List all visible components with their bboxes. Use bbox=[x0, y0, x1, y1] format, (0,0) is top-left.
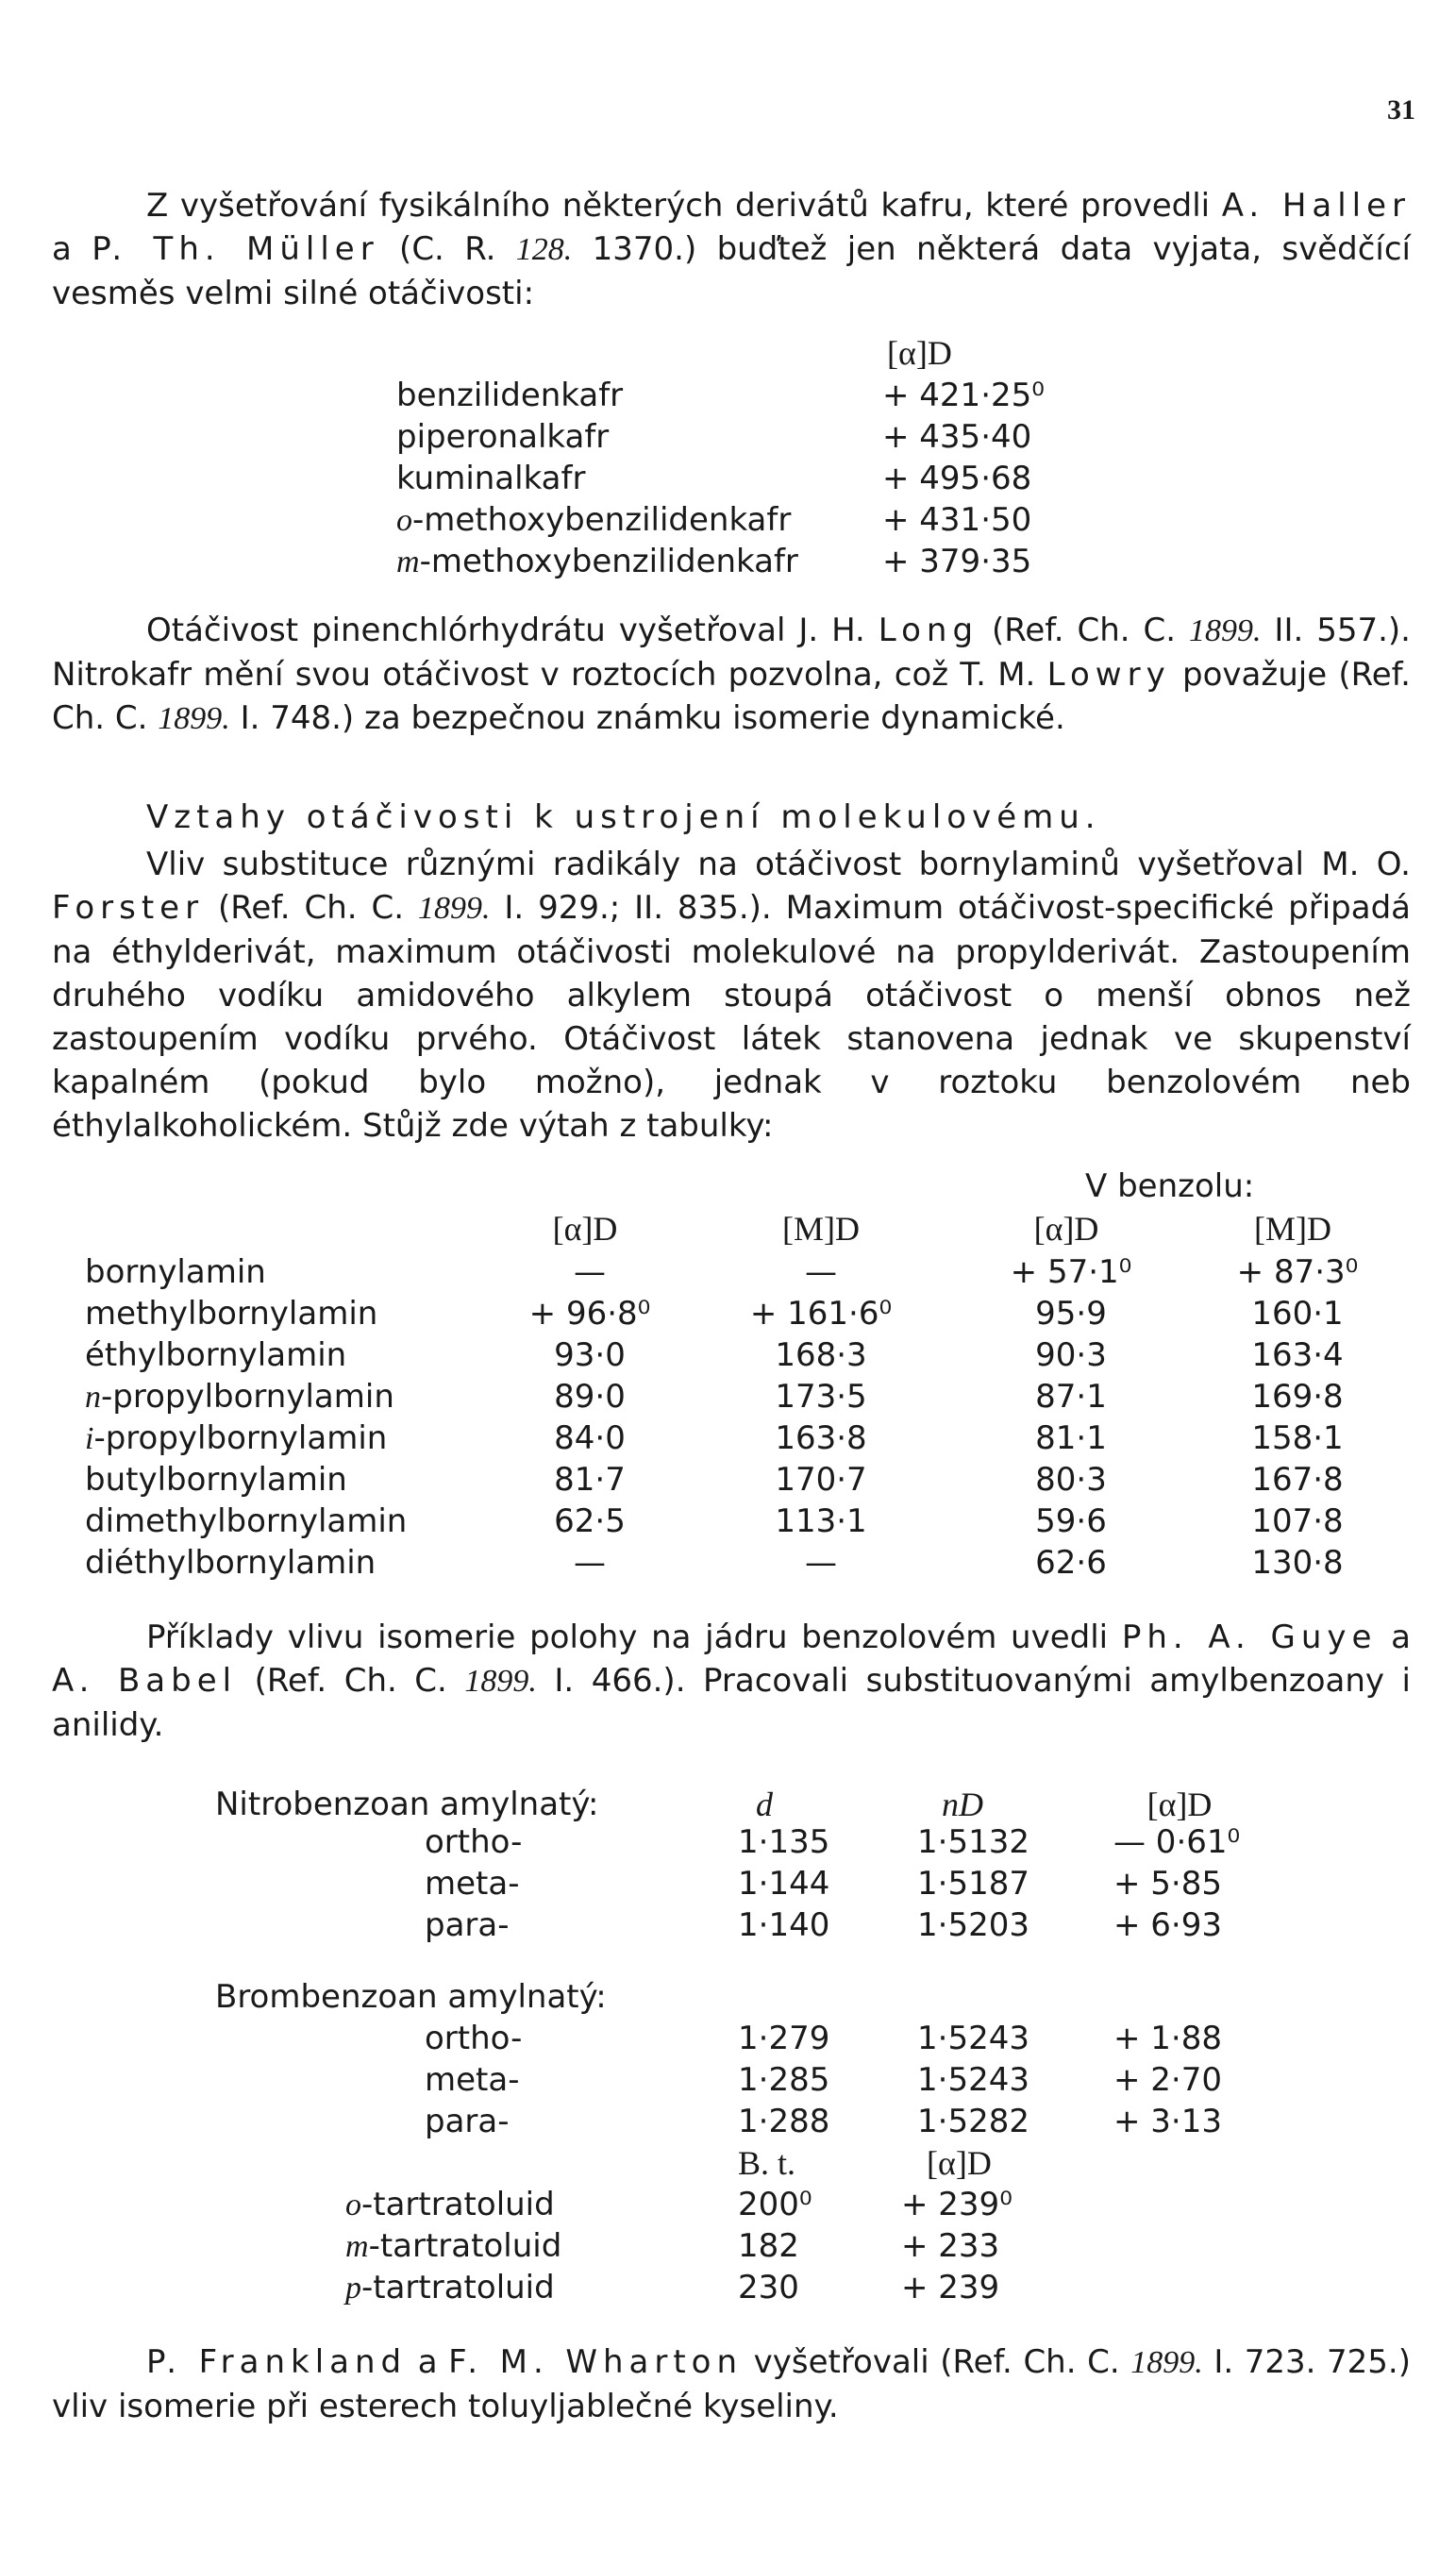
col-header: [α]D bbox=[1146, 1786, 1213, 1823]
name: -methoxybenzilidenkafr bbox=[412, 501, 792, 539]
ref-volume: 128. bbox=[515, 232, 573, 267]
cell: 1·135 bbox=[738, 1823, 830, 1861]
cell: 158·1 bbox=[1251, 1419, 1344, 1457]
prefix: m bbox=[396, 545, 420, 579]
text: Otáčivost pinenchlórhydrátu vyšetřoval J. H. bbox=[146, 612, 879, 649]
cell: + 233 bbox=[901, 2227, 1000, 2265]
isomer: ortho- bbox=[425, 2020, 523, 2057]
cell: + 57·1⁰ bbox=[1010, 1253, 1132, 1291]
group-label: Nitrobenzoan amylnatý: bbox=[215, 1786, 599, 1823]
section-heading-text: Vztahy otáčivosti k ustrojení molekulovému. bbox=[146, 798, 1101, 836]
cell: 113·1 bbox=[775, 1502, 867, 1540]
cell: — bbox=[574, 1544, 606, 1582]
cell: 1·5203 bbox=[917, 1906, 1029, 1944]
text: Příklady vlivu isomerie polohy na jádru benzolovém uvedli bbox=[146, 1618, 1122, 1656]
author-wharton: F. M. Wharton bbox=[448, 2343, 744, 2381]
cell: 163·4 bbox=[1251, 1336, 1344, 1374]
row-name: methylbornylamin bbox=[85, 1295, 378, 1333]
cell: — bbox=[805, 1253, 837, 1291]
author-haller: A. Haller bbox=[1221, 187, 1412, 225]
cell: 62·6 bbox=[1035, 1544, 1107, 1582]
cell: — bbox=[805, 1544, 837, 1582]
conj: a bbox=[1377, 1618, 1411, 1656]
cell: 107·8 bbox=[1251, 1502, 1344, 1540]
table1-name: benzilidenkafr bbox=[396, 377, 624, 414]
paragraph-text bbox=[52, 609, 1411, 741]
name: -propylbornylamin bbox=[93, 1419, 388, 1457]
table1-name bbox=[396, 499, 791, 542]
cell: 170·7 bbox=[775, 1461, 867, 1499]
cell: + 3·13 bbox=[1113, 2103, 1222, 2140]
row-name: butylbornylamin bbox=[85, 1461, 347, 1499]
row-name: diéthylbornylamin bbox=[85, 1544, 377, 1582]
cell: 1·5132 bbox=[917, 1823, 1029, 1861]
row-name bbox=[85, 1376, 394, 1418]
author-guye: Ph. A. Guye bbox=[1121, 1618, 1378, 1656]
cell: 167·8 bbox=[1251, 1461, 1344, 1499]
paragraph-text bbox=[52, 2340, 1411, 2428]
isomer: ortho- bbox=[425, 1823, 523, 1861]
cell: + 161·6⁰ bbox=[749, 1295, 893, 1333]
year: 1899. bbox=[1130, 2345, 1203, 2380]
row-name: dimethylbornylamin bbox=[85, 1502, 408, 1540]
cell: + 2·70 bbox=[1113, 2061, 1222, 2099]
text: považuje (Ref. Ch. C. bbox=[52, 656, 1411, 737]
cell: 182 bbox=[738, 2227, 799, 2265]
cell: 130·8 bbox=[1251, 1544, 1344, 1582]
cell: + 239⁰ bbox=[901, 2186, 1013, 2223]
cell: 1·140 bbox=[738, 1906, 830, 1944]
prefix: o bbox=[396, 503, 412, 538]
table1-value: + 495·68 bbox=[882, 460, 1032, 497]
col-header: B. t. bbox=[738, 2144, 796, 2182]
isomer: meta- bbox=[425, 2061, 520, 2099]
row-name: bornylamin bbox=[85, 1253, 266, 1291]
row-name: éthylbornylamin bbox=[85, 1336, 347, 1374]
cell: 84·0 bbox=[554, 1419, 626, 1457]
author-forster: Forster bbox=[52, 889, 205, 927]
text: I. 723. 725.) vliv isomerie při esterech toluyljablečné kyseliny. bbox=[52, 2343, 1411, 2425]
text: (Ref. Ch. C. bbox=[204, 889, 418, 927]
col-header: d bbox=[756, 1786, 773, 1823]
text: I. 929.; II. 835.). Maximum otáčivost-specifické připadá na éthylderivát, maximum otáčivosti molekulové na propylderivát. Zastoupením druhého vodíku amidového alkylem stoupá otáčivost o menší obnos než zastoupením vodíku prvého. Otáčivost látek stanovena jednak ve skupenství kapalném (pokud bylo možno), jednak v roztoku benzolovém neb éthylalkoholickém. Stůjž zde výtah z tabulky: bbox=[52, 889, 1411, 1145]
col-header: [M]D bbox=[782, 1210, 860, 1248]
cell: 1·5243 bbox=[917, 2020, 1029, 2057]
table1-name bbox=[396, 541, 798, 583]
section-heading bbox=[52, 796, 1411, 839]
cell: + 6·93 bbox=[1113, 1906, 1222, 1944]
col-header: [α]D bbox=[1033, 1210, 1099, 1248]
cell: + 239 bbox=[901, 2269, 1000, 2306]
prefix: n bbox=[85, 1380, 101, 1415]
prefix: i bbox=[85, 1421, 94, 1456]
name: -propylbornylamin bbox=[101, 1378, 394, 1416]
paragraph-long-lowry bbox=[52, 609, 1411, 741]
cell: 81·7 bbox=[554, 1461, 626, 1499]
ref: (C. R. bbox=[378, 230, 516, 268]
cell: + 1·88 bbox=[1113, 2020, 1222, 2057]
isomer: para- bbox=[425, 1906, 510, 1944]
cell: 1·285 bbox=[738, 2061, 830, 2099]
name: -tartratoluid bbox=[368, 2227, 562, 2265]
cell: 93·0 bbox=[554, 1336, 626, 1374]
cell: 1·5187 bbox=[917, 1865, 1029, 1903]
intro-line: Z vyšetřování fysikálního některých derivátů kafru, které provedli bbox=[146, 187, 1211, 225]
cell: + 96·8⁰ bbox=[528, 1295, 651, 1333]
cell: + 87·3⁰ bbox=[1236, 1253, 1359, 1291]
paragraph-text bbox=[52, 1616, 1411, 1747]
table1-header: [α]D bbox=[887, 334, 952, 372]
text: II. 557.). Nitrokafr mění svou otáčivost v roztocích pozvolna, což T. M. bbox=[52, 612, 1411, 694]
group-header: V benzolu: bbox=[1085, 1167, 1255, 1205]
col-header: [α]D bbox=[927, 2144, 992, 2182]
paragraph-guye-babel bbox=[52, 1616, 1411, 1747]
cell: 1·5282 bbox=[917, 2103, 1029, 2140]
cell: 59·6 bbox=[1035, 1502, 1107, 1540]
cell: 90·3 bbox=[1035, 1336, 1107, 1374]
cell: 1·5243 bbox=[917, 2061, 1029, 2099]
name: -tartratoluid bbox=[361, 2269, 555, 2306]
row-name bbox=[85, 1417, 387, 1460]
cell: 89·0 bbox=[554, 1378, 626, 1416]
col-header: [M]D bbox=[1254, 1210, 1331, 1248]
table1-value: + 379·35 bbox=[882, 543, 1032, 580]
cell: 62·5 bbox=[554, 1502, 626, 1540]
conj: a bbox=[407, 2343, 449, 2381]
ref-rest: 1370.) buďtež jen některá data vyjata, svědčící vesměs velmi silné otáčivosti: bbox=[52, 230, 1411, 312]
prefix: p bbox=[345, 2271, 361, 2306]
cell: 160·1 bbox=[1251, 1295, 1344, 1333]
cell: — 0·61⁰ bbox=[1113, 1823, 1241, 1861]
cell: + 5·85 bbox=[1113, 1865, 1222, 1903]
year: 1899. bbox=[417, 891, 491, 926]
author-frankland: P. Frankland bbox=[146, 2343, 408, 2381]
text: Vliv substituce různými radikály na otáčivost bornylaminů vyšetřoval M. O. bbox=[146, 846, 1411, 883]
year: 1899. bbox=[1189, 613, 1262, 648]
text: (Ref. Ch. C. bbox=[979, 612, 1189, 649]
cell: 230 bbox=[738, 2269, 799, 2306]
author-lowry: Lowry bbox=[1046, 656, 1171, 694]
isomer: para- bbox=[425, 2103, 510, 2140]
paragraph-text bbox=[52, 843, 1411, 1148]
prefix: o bbox=[345, 2188, 361, 2222]
table1-value: + 435·40 bbox=[882, 418, 1032, 456]
group-label: Brombenzoan amylnatý: bbox=[215, 1978, 607, 2016]
toluid-name bbox=[345, 2184, 555, 2226]
year: 1899. bbox=[158, 701, 230, 736]
cell: 1·288 bbox=[738, 2103, 830, 2140]
col-header: nD bbox=[942, 1786, 983, 1823]
text: I. 748.) za bezpečnou známku isomerie dynamické. bbox=[229, 699, 1065, 737]
conj: a bbox=[52, 230, 92, 268]
toluid-name bbox=[345, 2225, 561, 2268]
cell: 80·3 bbox=[1035, 1461, 1107, 1499]
cell: — bbox=[574, 1253, 606, 1291]
table1-name: kuminalkafr bbox=[396, 460, 586, 497]
intro-paragraph bbox=[52, 184, 1411, 315]
col-header: [α]D bbox=[552, 1210, 618, 1248]
isomer: meta- bbox=[425, 1865, 520, 1903]
cell: 87·1 bbox=[1035, 1378, 1107, 1416]
text: (Ref. Ch. C. bbox=[237, 1662, 465, 1700]
year: 1899. bbox=[464, 1664, 537, 1699]
cell: 200⁰ bbox=[738, 2186, 812, 2223]
author-muller: P. Th. Müller bbox=[92, 230, 379, 268]
cell: 163·8 bbox=[775, 1419, 867, 1457]
cell: 1·144 bbox=[738, 1865, 830, 1903]
cell: 173·5 bbox=[775, 1378, 867, 1416]
page-number: 31 bbox=[1387, 94, 1415, 126]
paragraph-forster bbox=[52, 843, 1411, 1148]
cell: 81·1 bbox=[1035, 1419, 1107, 1457]
table1-name: piperonalkafr bbox=[396, 418, 610, 456]
cell: 1·279 bbox=[738, 2020, 830, 2057]
text: vyšetřovali (Ref. Ch. C. bbox=[743, 2343, 1131, 2381]
paragraph-frankland-wharton bbox=[52, 2340, 1411, 2428]
author-babel: A. Babel bbox=[52, 1662, 238, 1700]
text: I. 466.). Pracovali substituovanými amylbenzoany i anilidy. bbox=[52, 1662, 1411, 1744]
intro-text bbox=[52, 184, 1411, 315]
cell: 168·3 bbox=[775, 1336, 867, 1374]
cell: 95·9 bbox=[1035, 1295, 1107, 1333]
name: -methoxybenzilidenkafr bbox=[419, 543, 798, 580]
cell: 169·8 bbox=[1251, 1378, 1344, 1416]
prefix: m bbox=[345, 2229, 369, 2264]
toluid-name bbox=[345, 2267, 555, 2309]
table1-value: + 431·50 bbox=[882, 501, 1032, 539]
name: -tartratoluid bbox=[361, 2186, 555, 2223]
table1-value: + 421·25⁰ bbox=[882, 377, 1045, 414]
author-long: Long bbox=[878, 612, 979, 649]
